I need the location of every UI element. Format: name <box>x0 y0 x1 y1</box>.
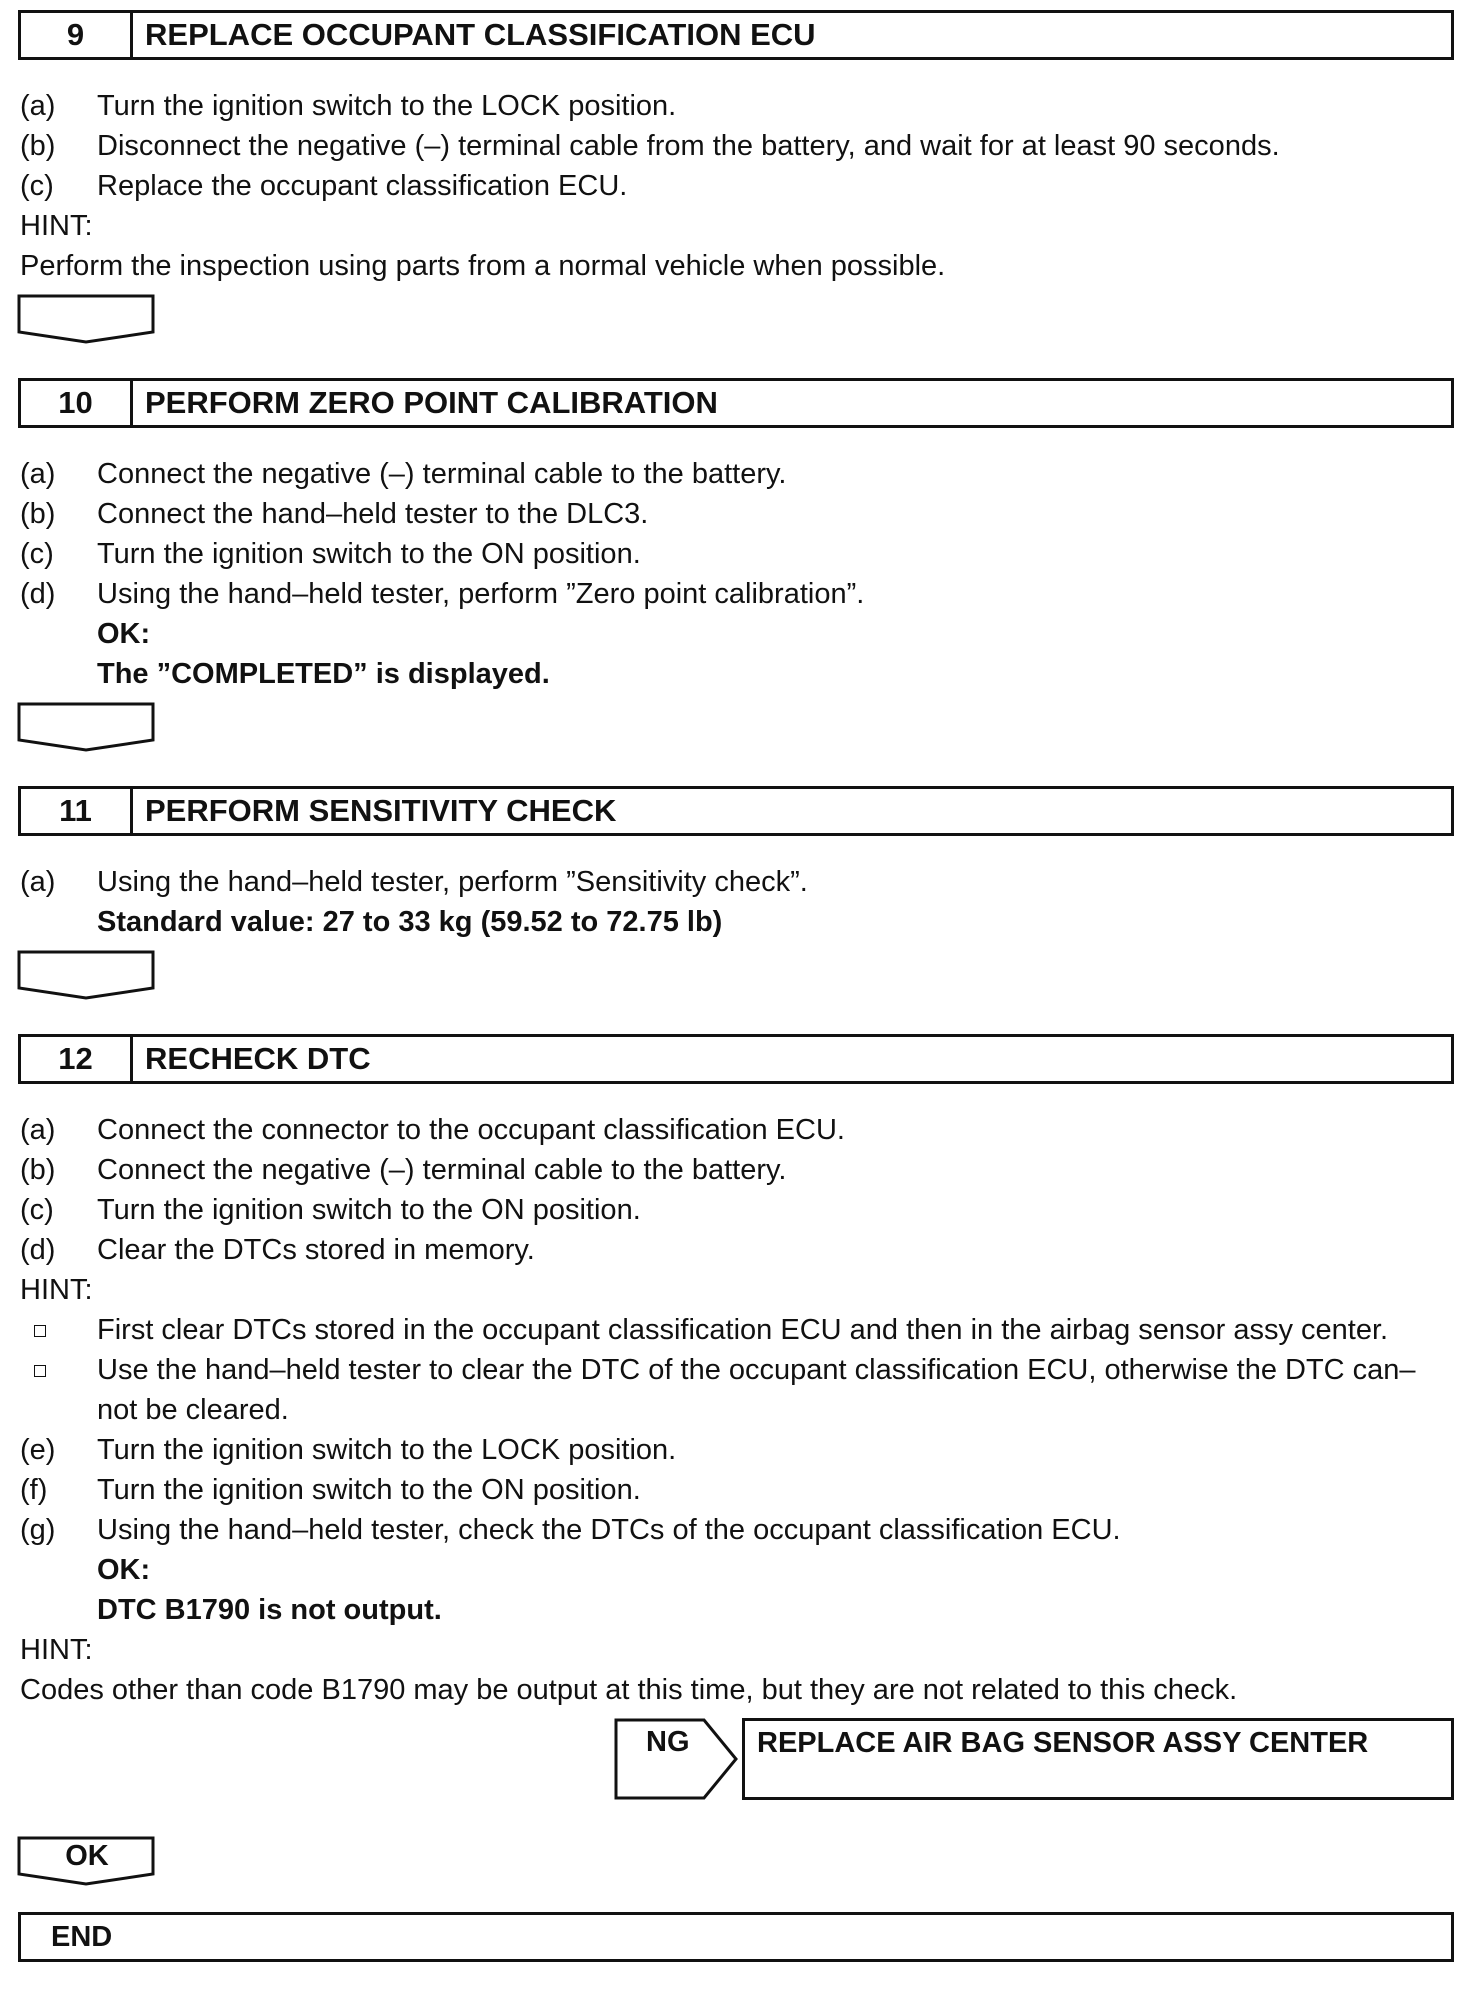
item-label: (b) <box>20 1154 56 1186</box>
item-text: Turn the ignition switch to the ON position. <box>97 538 641 570</box>
item-text: Using the hand–held tester, perform ”Zero point calibration”. <box>97 578 865 610</box>
item-label: (b) <box>20 130 56 162</box>
hint-text: Perform the inspection using parts from a normal vehicle when possible. <box>20 250 946 282</box>
hint-label: HINT: <box>20 210 93 242</box>
step-title: REPLACE OCCUPANT CLASSIFICATION ECU <box>145 17 816 52</box>
item-label: (a) <box>20 90 56 122</box>
item-label: (g) <box>20 1514 56 1546</box>
item-text: Turn the ignition switch to the ON position. <box>97 1194 641 1226</box>
hint-label: HINT: <box>20 1634 93 1666</box>
item-text: Using the hand–held tester, check the DTCs of the occupant classification ECU. <box>97 1514 1121 1546</box>
ok-criteria: The ”COMPLETED” is displayed. <box>97 658 550 690</box>
ok-label: OK: <box>97 618 151 650</box>
step-title: RECHECK DTC <box>145 1041 371 1076</box>
step-number: 12 <box>21 1037 133 1081</box>
item-text: Clear the DTCs stored in memory. <box>97 1234 535 1266</box>
item-label: (f) <box>20 1474 48 1506</box>
ng-branch <box>614 1718 1454 1800</box>
item-label: (e) <box>20 1434 56 1466</box>
item-text: Disconnect the negative (–) terminal cable from the battery, and wait for at least 90 seconds. <box>97 130 1280 162</box>
step-12-header <box>18 1034 1454 1084</box>
ng-result: REPLACE AIR BAG SENSOR ASSY CENTER <box>742 1718 1454 1800</box>
hint-label: HINT: <box>20 1274 93 1306</box>
item-label: (d) <box>20 578 56 610</box>
step-title: PERFORM ZERO POINT CALIBRATION <box>145 385 718 420</box>
item-text: Turn the ignition switch to the LOCK position. <box>97 1434 677 1466</box>
item-text: Connect the negative (–) terminal cable to the battery. <box>97 1154 787 1186</box>
step-number: 9 <box>21 13 133 57</box>
down-arrow-box-icon <box>17 950 157 1000</box>
down-arrow-box-icon <box>17 294 157 344</box>
step-title: PERFORM SENSITIVITY CHECK <box>145 793 617 828</box>
ok-flow-label: OK <box>65 1840 109 1872</box>
down-arrow-box-icon <box>17 702 157 752</box>
hint-text: Codes other than code B1790 may be output at this time, but they are not related to this check. <box>20 1674 1238 1706</box>
ng-label: NG <box>646 1726 690 1758</box>
step-11-header <box>18 786 1454 836</box>
bullet-square-icon <box>34 1365 46 1377</box>
step-9-header <box>18 10 1454 60</box>
item-text: Connect the connector to the occupant classification ECU. <box>97 1114 845 1146</box>
flow-arrow-box <box>17 702 157 752</box>
flow-arrow-box <box>17 294 157 344</box>
item-label: (a) <box>20 866 56 898</box>
ok-criteria: DTC B1790 is not output. <box>97 1594 442 1626</box>
item-label: (b) <box>20 498 56 530</box>
flow-arrow-box <box>17 950 157 1000</box>
step-10-header <box>18 378 1454 428</box>
end-box: END <box>18 1912 1454 1962</box>
item-text: Connect the negative (–) terminal cable to the battery. <box>97 458 787 490</box>
item-text: Turn the ignition switch to the ON position. <box>97 1474 641 1506</box>
item-text: Replace the occupant classification ECU. <box>97 170 628 202</box>
item-text: Using the hand–held tester, perform ”Sensitivity check”. <box>97 866 808 898</box>
bullet-square-icon <box>34 1325 46 1337</box>
item-label: (a) <box>20 458 56 490</box>
item-text: Turn the ignition switch to the LOCK position. <box>97 90 677 122</box>
item-label: (a) <box>20 1114 56 1146</box>
item-label: (c) <box>20 1194 54 1226</box>
ok-label: OK: <box>97 1554 151 1586</box>
step-number: 10 <box>21 381 133 425</box>
item-label: (c) <box>20 170 54 202</box>
bullet-text-continued: not be cleared. <box>97 1394 289 1426</box>
item-label: (c) <box>20 538 54 570</box>
item-label: (d) <box>20 1234 56 1266</box>
item-text: Connect the hand–held tester to the DLC3. <box>97 498 649 530</box>
ok-flow-box <box>17 1836 157 1886</box>
standard-value: Standard value: 27 to 33 kg (59.52 to 72.75 lb) <box>97 906 723 938</box>
bullet-text: First clear DTCs stored in the occupant classification ECU and then in the airbag sensor assy center. <box>97 1314 1389 1346</box>
step-number: 11 <box>21 789 133 833</box>
bullet-text: Use the hand–held tester to clear the DTC of the occupant classification ECU, otherwise the DTC can– <box>97 1354 1416 1386</box>
